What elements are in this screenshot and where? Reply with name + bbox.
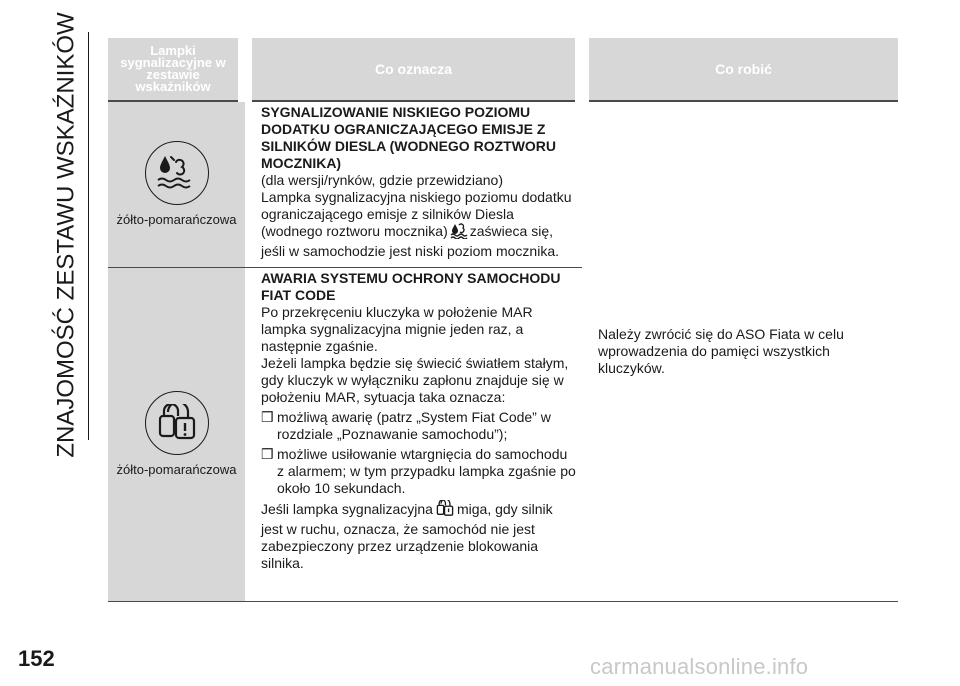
lamp-cell <box>108 101 245 267</box>
action-cell <box>582 101 898 601</box>
meaning-cell <box>245 267 582 601</box>
watermark: carmanualsonline.info <box>590 654 809 679</box>
item-title: SYGNALIZOWANIE NISKIEGO POZIOMU DODATKU OGRANICZAJĄCEGO EMISJE Z SILNIKÓW DIESLA (WODNEGO ROZTWORU MOCZNIKA) <box>261 104 557 171</box>
header-action: Co robić <box>582 38 898 101</box>
header-lamp: Lampki sygnalizacyjne w zestawie wskaźników <box>108 38 245 101</box>
desc-text: Lampka sygnalizacyjna niskiego poziomu dodatku ograniczającego emisje z silników Diesla (wodnego roztworu mocznika) <box>261 189 572 239</box>
bullet-marker: ❒ <box>261 408 274 425</box>
list-item-text: możliwe usiłowanie wtargnięcia do samochodu z alarmem; w tym przypadku lampka zgaśnie po około 10 sekundach. <box>277 445 576 496</box>
header-meaning: Co oznacza <box>245 38 582 101</box>
meaning-cell <box>245 101 582 267</box>
list-item-text: możliwą awarię (patrz „System Fiat Code” w rozdziale „Poznawanie samochodu”); <box>277 408 551 442</box>
chapter-title <box>50 12 84 458</box>
adblue-level-icon <box>145 141 209 205</box>
lamp-color-label: żółto-pomarańczowa <box>116 211 237 227</box>
table-header-row <box>108 38 898 101</box>
item-note: (dla wersji/rynków, gdzie przewidziano) <box>261 172 503 188</box>
bullet-marker: ❒ <box>261 445 274 462</box>
fiat-code-inline-icon <box>435 500 455 521</box>
fiat-code-lock-icon <box>145 391 209 455</box>
item-title: AWARIA SYSTEMU OCHRONY SAMOCHODU FIAT CODE <box>261 269 561 303</box>
list-item <box>261 409 578 443</box>
indicator-table <box>108 38 898 602</box>
chapter-divider <box>88 32 89 440</box>
para-text: Jeśli lampka sygnalizacyjna <box>261 500 433 517</box>
list-item <box>261 446 578 497</box>
page-number: 152 <box>18 646 55 671</box>
para-text-end: miga, gdy silnik jest w ruchu, oznacza, że samochód nie jest zabezpieczony przez urządzenie blokowania silnika. <box>261 500 553 571</box>
desc-text-end: zaświeca się, jeśli w samochodzie jest niski poziom mocznika. <box>261 223 559 259</box>
adblue-inline-icon <box>450 223 468 243</box>
action-text: Należy zwrócić się do ASO Fiata w celu wprowadzenia do pamięci wszystkich kluczyków. <box>598 325 844 376</box>
item-description <box>261 189 578 260</box>
table-row-adblue <box>108 101 898 267</box>
lamp-cell <box>108 267 245 601</box>
item-paragraph: Po przekręceniu kluczyka w położenie MAR lampka sygnalizacyjna mignie jeden raz, a następnie zgaśnie. <box>261 303 533 354</box>
lamp-color-label: żółto-pomarańczowa <box>116 461 237 477</box>
item-paragraph: Jeżeli lampka będzie się świecić światłem stałym, gdy kluczyk w wyłączniku zapłonu znajduje się w położeniu MAR, sytuacja taka oznacza: <box>261 354 569 405</box>
item-paragraph <box>261 500 578 572</box>
chapter-title-text: ZNAJOMOŚĆ ZESTAWU WSKAŹNIKÓW <box>53 12 81 458</box>
